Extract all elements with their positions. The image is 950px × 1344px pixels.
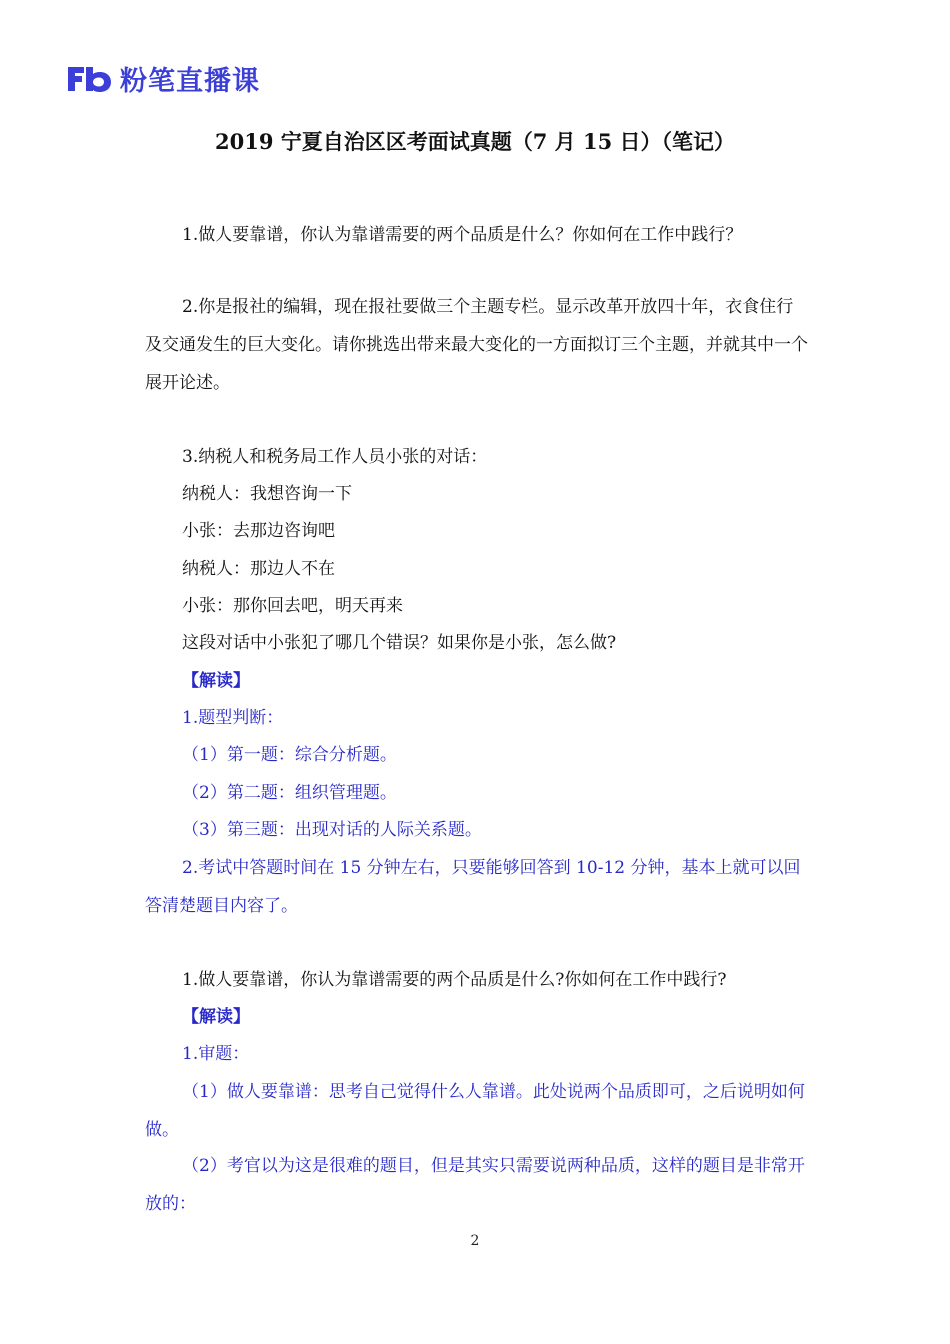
question-3-intro: 3.纳税人和税务局工作人员小张的对话： — [182, 447, 488, 467]
fb-logo-icon — [66, 63, 114, 93]
dialogue-line: 纳税人：我想咨询一下 — [182, 484, 352, 504]
document-title: 2019 宁夏自治区区考面试真题（7 月 15 日）（笔记） — [214, 129, 736, 154]
review-step: 1.审题： — [182, 1044, 250, 1064]
type-item: （3）第三题：出现对话的人际关系题。 — [182, 820, 482, 840]
question-1: 1.做人要靠谱，你认为靠谱需要的两个品质是什么？你如何在工作中践行？ — [182, 225, 743, 245]
page-number: 2 — [470, 1233, 480, 1249]
review-point: （2）考官以为这是很难的题目，但是其实只需要说两种品质，这样的题目是非常开放的： — [145, 1156, 805, 1214]
time-tip: 2.考试中答题时间在 15 分钟左右，只要能够回答到 10-12 分钟，基本上就可以回答清楚题目内容了。 — [145, 858, 801, 916]
type-item: （2）第二题：组织管理题。 — [182, 783, 397, 803]
question-1-repeat: 1.做人要靠谱，你认为靠谱需要的两个品质是什么?你如何在工作中践行? — [182, 970, 727, 990]
logo-text: 粉笔直播课 — [120, 65, 260, 97]
brand-logo — [66, 58, 260, 98]
dialogue-line: 小张：去那边咨询吧 — [182, 521, 335, 541]
question-2: 2.你是报社的编辑，现在报社要做三个主题专栏。显示改革开放四十年，衣食住行及交通发生的巨大变化。请你挑选出带来最大变化的一方面拟订三个主题，并就其中一个展开论述。 — [145, 297, 808, 393]
type-judgement-title: 1.题型判断： — [182, 708, 284, 728]
question-3-ask: 这段对话中小张犯了哪几个错误？如果你是小张，怎么做? — [182, 633, 617, 653]
type-item: （1）第一题：综合分析题。 — [182, 745, 397, 765]
analysis-heading-2: 【解读】 — [182, 1007, 250, 1027]
review-point: （1）做人要靠谱：思考自己觉得什么人靠谱。此处说两个品质即可，之后说明如何做。 — [145, 1082, 805, 1140]
dialogue-line: 小张：那你回去吧，明天再来 — [182, 596, 403, 616]
dialogue-line: 纳税人：那边人不在 — [182, 559, 335, 579]
analysis-heading: 【解读】 — [182, 671, 250, 691]
